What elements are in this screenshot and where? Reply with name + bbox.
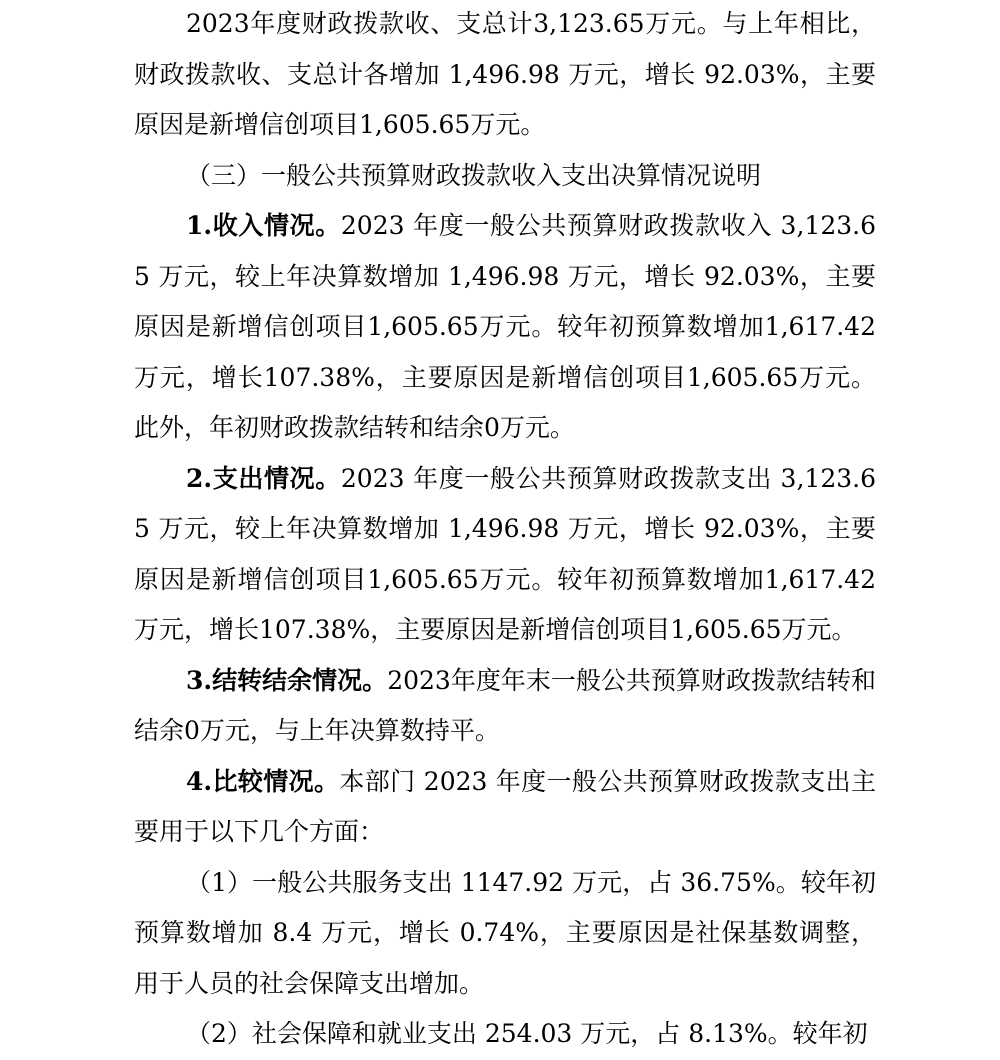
comparison-paragraph bbox=[134, 757, 876, 858]
list-item-social-security: （2）社会保障和就业支出 254.03 万元，占 8.13%。较年初 bbox=[186, 1019, 868, 1048]
income-text: 2023 年度一般公共预算财政拨款收入 3,123.65 万元，较上年决算数增加 1,496.98 万元，增长 92.03%，主要原因是新增信创项目1,605.65万元。较年初预算数增加1,617.42万元，增长107.38%，主要原因是新增信创项目1,605.65万元。此外，年初财政拨款结转和结余0万元。 bbox=[134, 211, 876, 442]
carryover-paragraph bbox=[134, 656, 876, 757]
document-page bbox=[134, 0, 876, 1060]
expense-text: 2023 年度一般公共预算财政拨款支出 3,123.65 万元，较上年决算数增加 1,496.98 万元，增长 92.03%，主要原因是新增信创项目1,605.65万元。较年初预算数增加1,617.42万元，增长107.38%，主要原因是新增信创项目1,605.65万元。 bbox=[134, 463, 876, 644]
carryover-text: 2023年度年末一般公共预算财政拨款结转和结余0万元，与上年决算数持平。 bbox=[134, 665, 876, 745]
section-heading: （三）一般公共预算财政拨款收入支出决算情况说明 bbox=[186, 160, 762, 190]
income-label: 1.收入情况。 bbox=[186, 211, 341, 240]
comparison-label: 4.比较情况。 bbox=[186, 766, 340, 796]
income-paragraph bbox=[134, 201, 876, 454]
carryover-label: 3.结转结余情况。 bbox=[186, 665, 388, 695]
list-item-general-public-services: （1）一般公共服务支出 1147.92 万元，占 36.75%。较年初预算数增加 8.4 万元，增长 0.74%，主要原因是社保基数调整，用于人员的社会保障支出增加。 bbox=[134, 867, 876, 998]
comparison-text: 本部门 2023 年度一般公共预算财政拨款支出主要用于以下几个方面： bbox=[134, 766, 876, 846]
expense-label: 2.支出情况。 bbox=[186, 463, 341, 493]
expense-paragraph bbox=[134, 454, 876, 656]
summary-paragraph: 2023年度财政拨款收、支总计3,123.65万元。与上年相比，财政拨款收、支总计各增加 1,496.98 万元，增长 92.03%，主要原因是新增信创项目1,605.65万元。 bbox=[134, 9, 876, 139]
